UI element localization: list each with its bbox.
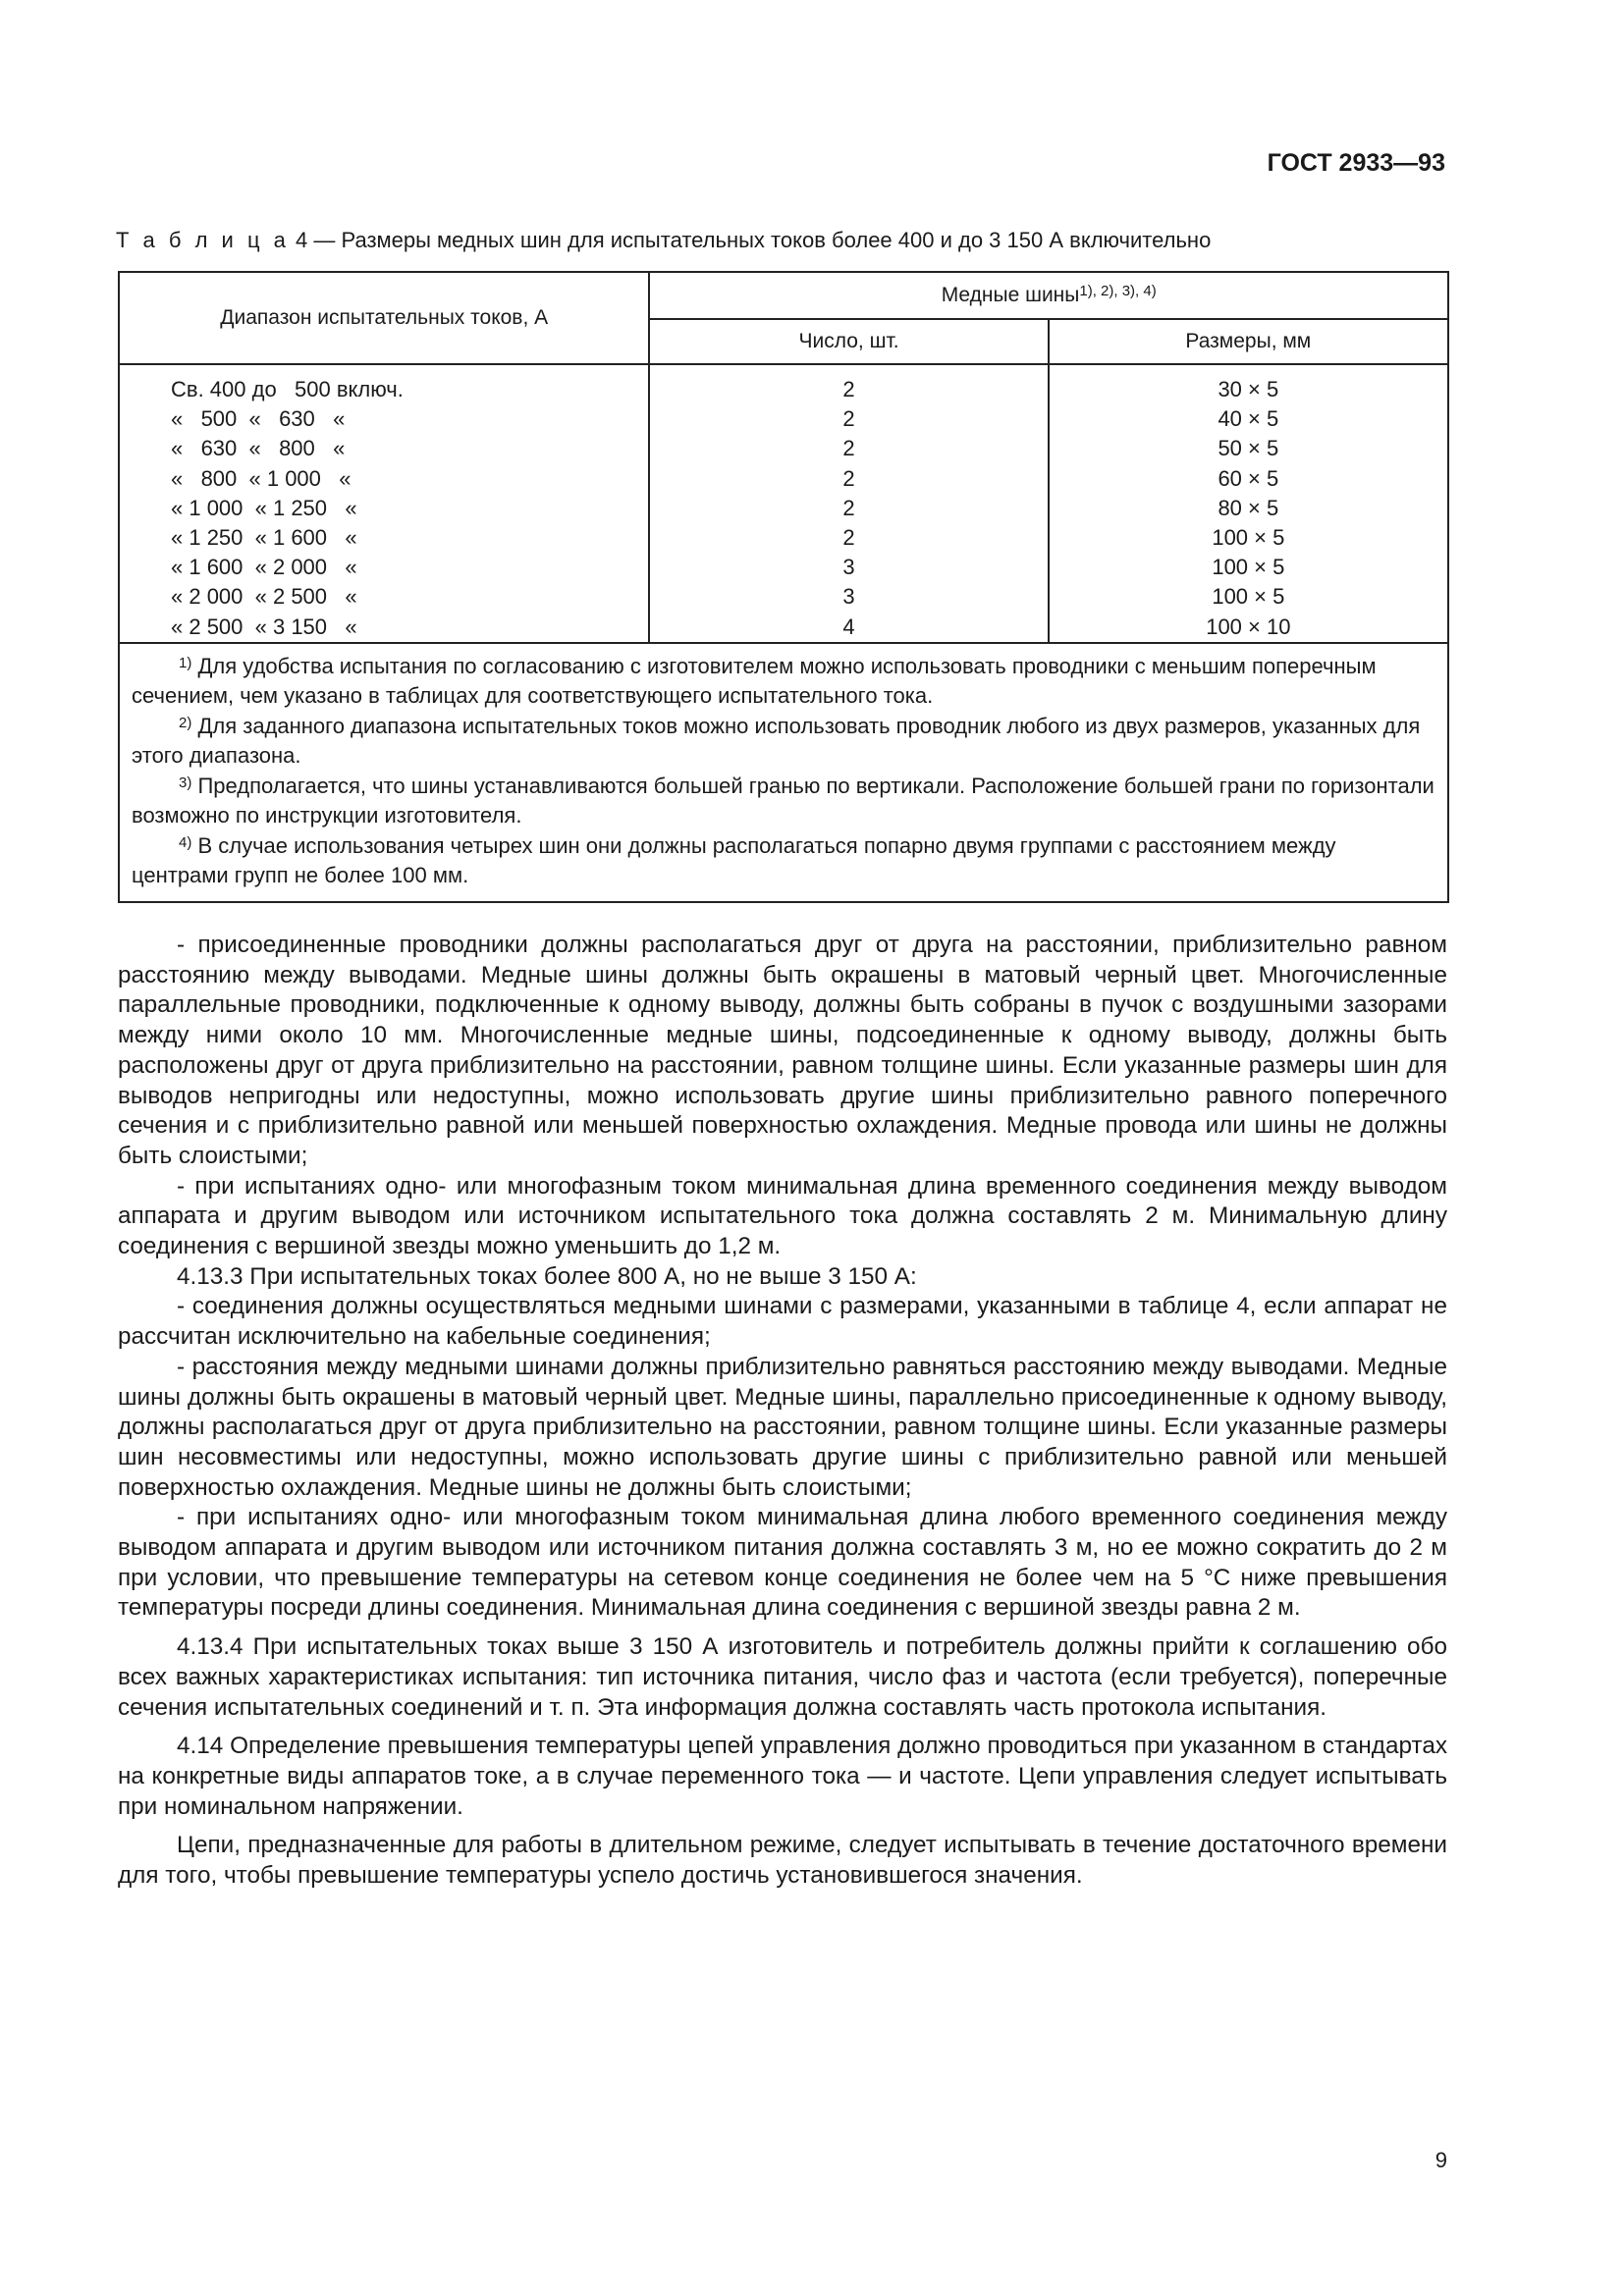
header-busbars: Медные шины$^{1), 2), 3), 4)}$ xyxy=(649,272,1448,319)
body-paragraph: - присоединенные проводники должны располагаться друг от друга на расстоянии, приблизительно равном расстоянию между выводами. Медные шины должны быть окрашены в матовый черный цвет. Многочисленные параллельные проводники, подключенные к одному выводу, должны быть собраны в пучок с воздушными зазорами между ними около 10 мм. Многочисленные медные шины, подсоединенные к одному выводу, должны быть расположены друг от друга приблизительно на расстоянии, равном толщине шины. Если указанные размеры шин для выводов непригодны или недоступны, можно использовать другие шины приблизительно равного поперечного сечения и с приблизительно равной или меньшей поверхностью охлаждения. Медные провода или шины не должны быть слоистыми; xyxy=(118,932,1447,1169)
range-cell: « 1 000 « 1 250 « xyxy=(171,495,357,520)
count-cell: 3 xyxy=(842,555,855,580)
range-cell: « 1 250 « 1 600 « xyxy=(171,525,357,551)
size-cell: 100 × 5 xyxy=(1212,584,1285,610)
document-id: ГОСТ 2933—93 xyxy=(1267,149,1445,177)
body-paragraph: - расстояния между медными шинами должны приблизительно равняться расстоянию между выводами. Медные шины должны быть окрашены в матовый черный цвет. Медные шины, параллельно присоединенные к одному выводу, должны располагаться друг от друга приблизительно на расстоянии, равном толщине шины. Если указанные размеры шин несовместимы или недоступны, можно использовать другие шины с приблизительно равной или меньшей поверхностью охлаждения. Медные шины не должны быть слоистыми; xyxy=(118,1353,1447,1501)
body-paragraph: 4.13.4 При испытательных токах выше 3 150 А изготовитель и потребитель должны прийти к соглашению обо всех важных характеристиках испытания: тип источника питания, число фаз и частота (если требуется), поперечные сечения испытательных соединений и т. п. Эта информация должна составлять часть протокола испытания. xyxy=(118,1633,1447,1721)
size-cell: 100 × 5 xyxy=(1212,555,1285,580)
body-paragraph: - соединения должны осуществляться медными шинами с размерами, указанными в таблице 4, если аппарат не рассчитан исключительно на кабельные соединения; xyxy=(118,1293,1447,1351)
size-column xyxy=(1049,364,1448,643)
body-paragraph: 4.14 Определение превышения температуры цепей управления должно проводиться при указанном в стандартах на конкретные виды аппаратов токе, а в случае переменного тока — и частоте. Цепи управления следует испытывать при номинальном напряжении. xyxy=(118,1733,1447,1820)
size-cell: 30 × 5 xyxy=(1218,377,1279,401)
table-note xyxy=(132,772,1437,831)
body-paragraph: - при испытаниях одно- или многофазным током минимальная длина временного соединения между выводом аппарата и другим выводом или источником испытательного тока должна составлять 2 м. Минимальную длину соединения с вершиной звезды можно уменьшить до 1,2 м. xyxy=(118,1172,1447,1260)
range-column xyxy=(119,364,649,643)
size-cell: 100 × 5 xyxy=(1212,525,1285,551)
body-paragraph: 4.13.3 При испытательных токах более 800 А, но не выше 3 150 А: xyxy=(177,1262,917,1290)
size-cell: 40 × 5 xyxy=(1218,406,1279,432)
table-caption-text: 4 — Размеры медных шин для испытательных токов более 400 и до 3 150 А включительно xyxy=(296,228,1212,252)
table-note xyxy=(132,831,1437,891)
range-cell: « 500 « 630 « xyxy=(171,406,346,432)
note-text: В случае использования четырех шин они должны располагаться попарно двумя группами с расстоянием между центрами групп не более 100 мм. xyxy=(132,832,1336,888)
header-count: Число, шт. xyxy=(649,319,1048,364)
count-cell: 3 xyxy=(842,584,855,610)
body-paragraph: - при испытаниях одно- или многофазным током минимальная длина любого временного соединения между выводом аппарата и другим выводом или источником питания должна составлять 3 м, но ее можно сократить до 2 м при условии, что превышение температуры на сетевом конце соединения не более чем на 5 °С ниже превышения температуры посреди длины соединения. Минимальная длина соединения с вершиной звезды равна 2 м. xyxy=(118,1504,1447,1622)
range-cell: « 800 « 1 000 « xyxy=(171,465,352,491)
note-mark: 1) xyxy=(179,654,192,671)
count-cell: 2 xyxy=(842,525,855,551)
note-text: Для заданного диапазона испытательных токов можно использовать проводник любого из двух размеров, указанных для этого диапазона. xyxy=(132,713,1421,769)
note-mark: 2) xyxy=(179,714,192,731)
range-cell: Св. 400 до 500 включ. xyxy=(171,377,404,401)
range-cell: « 630 « 800 « xyxy=(171,436,346,461)
table-notes xyxy=(119,643,1448,902)
count-column xyxy=(649,364,1048,643)
range-cell: « 2 500 « 3 150 « xyxy=(171,614,357,639)
body-paragraph: Цепи, предназначенные для работы в длительном режиме, следует испытывать в течение достаточного времени для того, чтобы превышение температуры успело достичь установившегося значения. xyxy=(118,1832,1447,1890)
count-cell: 2 xyxy=(842,465,855,491)
size-cell: 80 × 5 xyxy=(1218,495,1279,520)
size-cell: 100 × 10 xyxy=(1206,614,1291,639)
note-mark: 3) xyxy=(179,774,192,791)
count-cell: 2 xyxy=(842,377,855,401)
page-number: 9 xyxy=(1435,2148,1447,2172)
size-cell: 50 × 5 xyxy=(1218,436,1279,461)
header-size: Размеры, мм xyxy=(1049,319,1448,364)
count-cell: 2 xyxy=(842,406,855,432)
body-text xyxy=(118,931,1447,1892)
size-cell: 60 × 5 xyxy=(1218,465,1279,491)
table-caption xyxy=(116,228,1211,253)
table-note xyxy=(132,652,1437,712)
table-note xyxy=(132,712,1437,772)
table-caption-label: Т а б л и ц а xyxy=(116,228,290,252)
count-cell: 2 xyxy=(842,495,855,520)
note-text: Для удобства испытания по согласованию с изготовителем можно использовать проводники с меньшим поперечным сечением, чем указано в таблицах для соответствующего испытательного тока. xyxy=(132,653,1377,709)
count-cell: 2 xyxy=(842,436,855,461)
header-range: Диапазон испытательных токов, А xyxy=(119,272,649,364)
range-cell: « 1 600 « 2 000 « xyxy=(171,555,357,580)
busbar-table xyxy=(118,271,1449,903)
note-text: Предполагается, что шины устанавливаются большей гранью по вертикали. Расположение большей грани по горизонтали возможно по инструкции изготовителя. xyxy=(132,773,1435,828)
count-cell: 4 xyxy=(842,614,855,639)
range-cell: « 2 000 « 2 500 « xyxy=(171,584,357,610)
note-mark: 4) xyxy=(179,833,192,851)
